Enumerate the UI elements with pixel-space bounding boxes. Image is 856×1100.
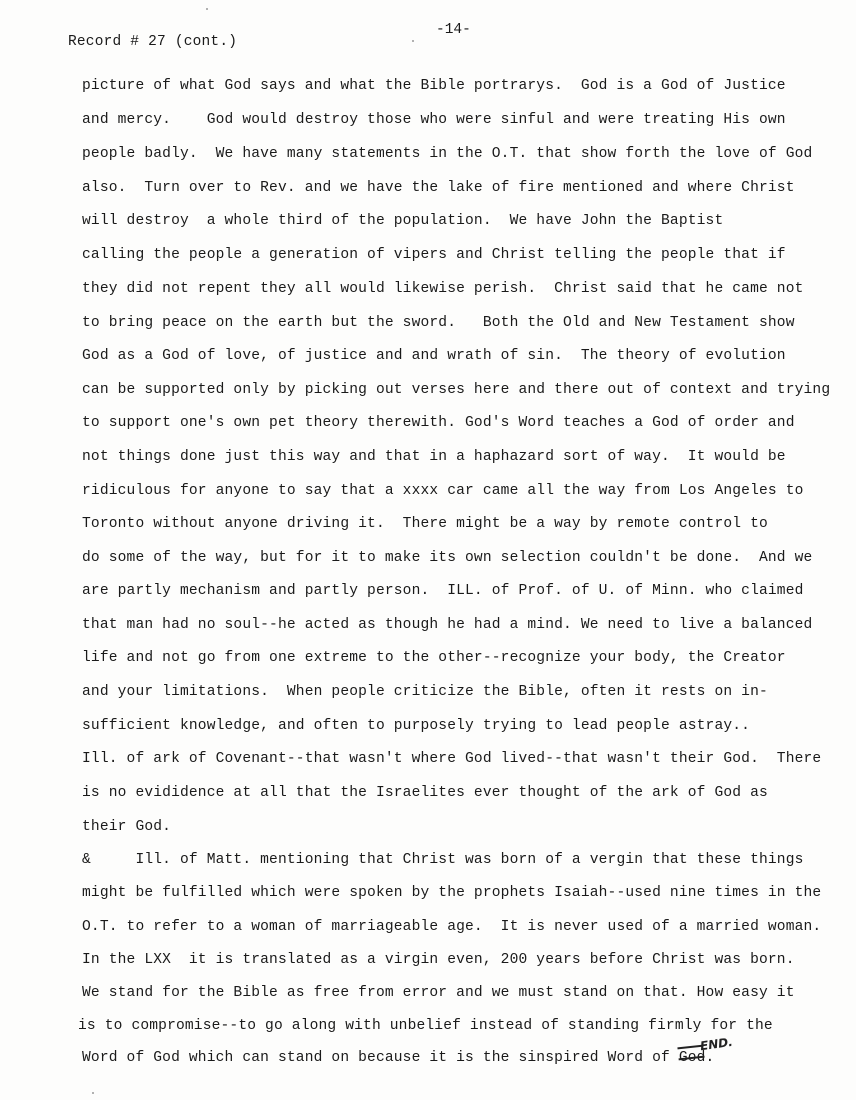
paper-speck [92, 1092, 94, 1094]
text-line: picture of what God says and what the Bible portrarys. God is a God of Justice [82, 78, 786, 94]
text-line: they did not repent they all would likewise perish. Christ said that he came not [82, 281, 804, 297]
paper-speck [412, 40, 414, 42]
text-line: might be fulfilled which were spoken by the prophets Isaiah--used nine times in the [82, 885, 822, 901]
paper-speck [206, 8, 208, 10]
text-line: and mercy. God would destroy those who were sinful and were treating His own [82, 112, 786, 128]
record-header: Record # 27 (cont.) [68, 34, 238, 50]
text-line: to support one's own pet theory therewith. God's Word teaches a God of order and [82, 415, 795, 431]
text-line: not things done just this way and that in a haphazard sort of way. It would be [82, 449, 786, 465]
text-line: can be supported only by picking out verses here and there out of context and trying [82, 382, 831, 398]
text-line: and your limitations. When people criticize the Bible, often it rests on in- [82, 684, 768, 700]
text-line: Toronto without anyone driving it. There might be a way by remote control to [82, 516, 768, 532]
text-line: their God. [82, 819, 172, 835]
handwritten-end-note: END. [699, 1034, 734, 1054]
text-line: God as a God of love, of justice and and wrath of sin. The theory of evolution [82, 348, 786, 364]
text-line: are partly mechanism and partly person. ILL. of Prof. of U. of Minn. who claimed [82, 583, 804, 599]
text-line: Word of God which can stand on because it is the sinspired Word of God. [82, 1050, 733, 1066]
text-line: calling the people a generation of vipers and Christ telling the people that if [82, 247, 786, 263]
text-line: is to compromise--to go along with unbelief instead of standing firmly for the [78, 1018, 773, 1034]
text-line: that man had no soul--he acted as though he had a mind. We need to live a balanced [82, 617, 813, 633]
text-line: & Ill. of Matt. mentioning that Christ was born of a vergin that these things [82, 852, 804, 868]
text-line: do some of the way, but for it to make its own selection couldn't be done. And we [82, 550, 813, 566]
text-line: Ill. of ark of Covenant--that wasn't where God lived--that wasn't their God. There [82, 751, 822, 767]
text-line: to bring peace on the earth but the sword. Both the Old and New Testament show [82, 315, 795, 331]
text-line: also. Turn over to Rev. and we have the lake of fire mentioned and where Christ [82, 180, 795, 196]
page-number: -14- [436, 22, 471, 38]
text-line: will destroy a whole third of the population. We have John the Baptist [82, 213, 724, 229]
text-line: is no evididence at all that the Israelites ever thought of the ark of God as [82, 785, 768, 801]
text-line: sufficient knowledge, and often to purposely trying to lead people astray.. [82, 718, 751, 734]
text-line: O.T. to refer to a woman of marriageable age. It is never used of a married woman. [82, 919, 822, 935]
text-line: people badly. We have many statements in the O.T. that show forth the love of God [82, 146, 813, 162]
text-line: In the LXX it is translated as a virgin even, 200 years before Christ was born. [82, 952, 795, 968]
text-line: We stand for the Bible as free from error and we must stand on that. How easy it [82, 985, 795, 1001]
text-line: life and not go from one extreme to the other--recognize your body, the Creator [82, 650, 786, 666]
text-line: ridiculous for anyone to say that a xxxx car came all the way from Los Angeles to [82, 483, 804, 499]
